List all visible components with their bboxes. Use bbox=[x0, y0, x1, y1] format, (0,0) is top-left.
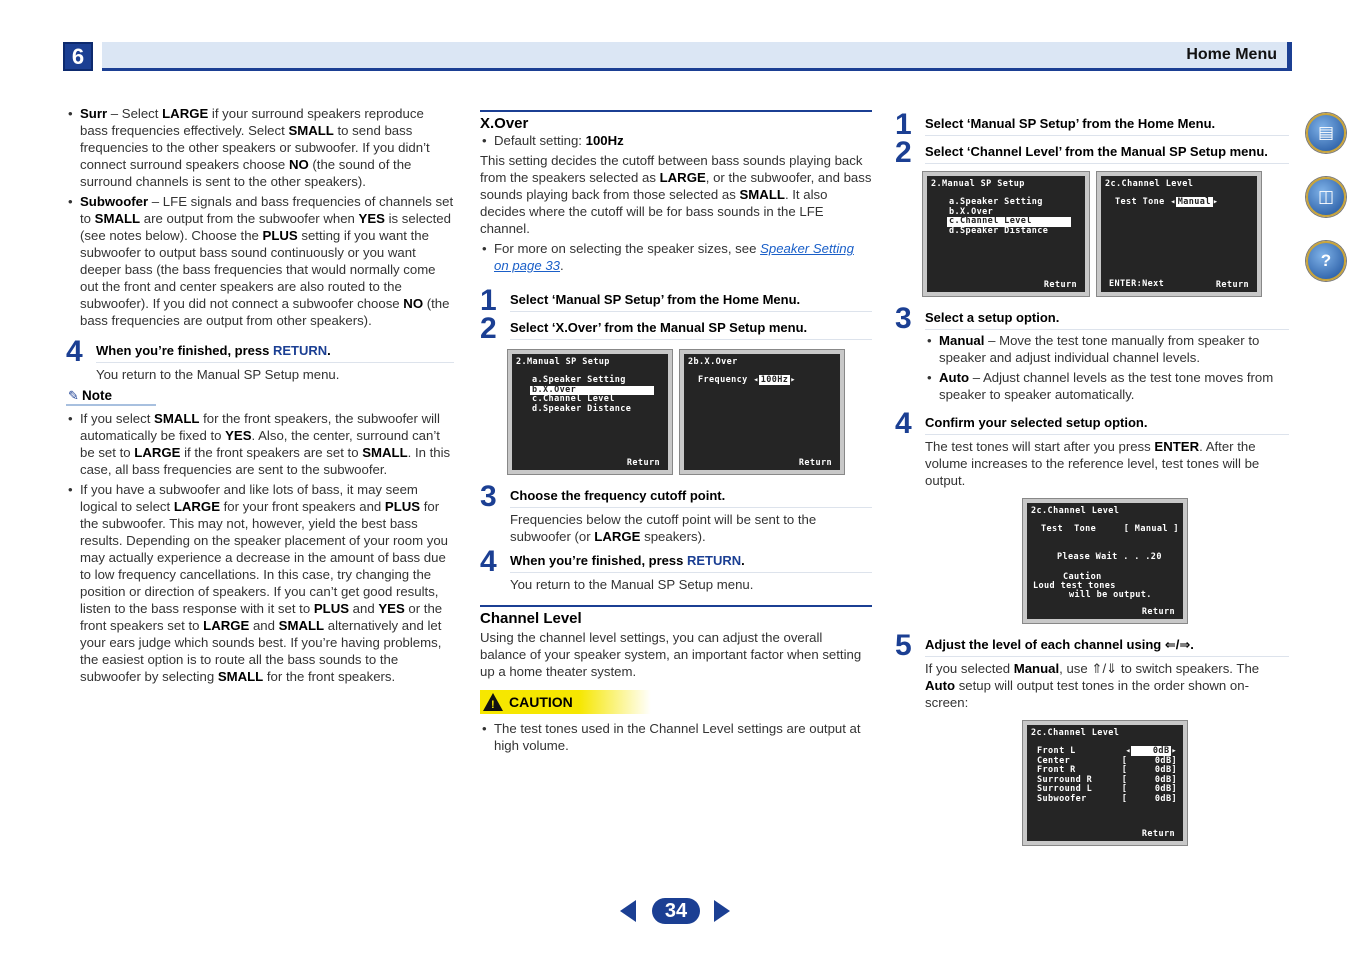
step-body: The test tones will start after you press ENTER. After the volume increases to the reference level, test tones will be output. bbox=[925, 439, 1260, 488]
osd-menu-item-selected: c.Channel Level bbox=[947, 217, 1071, 227]
step-number: 4 bbox=[66, 335, 82, 368]
osd-pair bbox=[480, 350, 872, 474]
osd-level-row: Center [ 0dB] bbox=[1037, 755, 1177, 766]
caution-text: • The test tones used in the Channel Level settings are output at high volume. bbox=[480, 720, 872, 754]
note-item: • If you have a subwoofer and like lots of bass, it may seem logical to select LARGE for your front speakers and PLUS for the subwoofer. This may not, however, yield the best bass results. Depending on the speaker placement of your room you may actually experience a decrease in the amount of bass due to low frequency cancellations. In this case, try changing the position or direction of speakers. If you can’t get good results, listen to the bass response with it set to PLUS and YES or the front speakers set to LARGE and SMALL alternatively and let your ears judge which sounds best. If you’re having problems, the easiest option is to route all the bass sounds to the subwoofer by selecting SMALL for the front speakers. bbox=[66, 481, 454, 685]
next-page-icon[interactable] bbox=[714, 900, 730, 922]
pencil-icon: ✎ bbox=[68, 388, 79, 403]
step-title: Select ‘X.Over’ from the Manual SP Setup menu. bbox=[510, 316, 872, 340]
step-number: 4 bbox=[895, 407, 911, 440]
column-right bbox=[895, 108, 1289, 855]
step-1 bbox=[895, 108, 1289, 141]
step-number: 3 bbox=[480, 480, 496, 513]
step-3 bbox=[480, 480, 872, 545]
step-title: Select ‘Manual SP Setup’ from the Home Menu. bbox=[925, 112, 1289, 136]
xover-description: This setting decides the cutoff between bass sounds playing back from the speakers selected as LARGE, or the subwoofer, and bass sounds playing back from those selected as SMALL. It also decides where the cutoff will be for bass sounds in the LFE channel. bbox=[480, 153, 872, 236]
osd-level-row: Front L ◂ 0dB ▸ bbox=[1037, 746, 1177, 756]
xover-heading: X.Over bbox=[480, 110, 872, 132]
subwoofer-item: • Subwoofer – LFE signals and bass frequencies of channels set to SMALL are output from the subwoofer when YES is selected (see notes below). Choose the PLUS setting if you want the subwoofer to output bass sound continuously or you want deeper bass (the bass frequencies that would normally come out the front and center speakers are also routed to the subwoofer). If you did not connect a subwoofer choose NO (the bass frequencies are output from other speakers). bbox=[66, 193, 454, 329]
step-1 bbox=[480, 284, 872, 317]
speaker-setting-link[interactable]: Speaker Setting on page 33 bbox=[494, 241, 854, 273]
step-3 bbox=[895, 302, 1289, 403]
column-left bbox=[66, 105, 454, 685]
step-number: 3 bbox=[895, 302, 911, 335]
step-number: 4 bbox=[480, 545, 496, 578]
previous-page-icon[interactable] bbox=[620, 900, 636, 922]
option-manual: • Manual – Move the test tone manually from speaker to speaker and adjust individual channel levels. bbox=[925, 332, 1289, 366]
step-5 bbox=[895, 629, 1289, 711]
column-middle bbox=[480, 110, 872, 754]
step-title: Confirm your selected setup option. bbox=[925, 411, 1289, 435]
xover-default: • Default setting: 100Hz bbox=[480, 132, 872, 149]
step-number: 5 bbox=[895, 629, 911, 662]
step-number: 1 bbox=[480, 284, 496, 317]
step-title: Select ‘Manual SP Setup’ from the Home Menu. bbox=[510, 288, 872, 312]
osd-manual-sp-setup: 2.Manual SP Setup a.Speaker Setting b.X.Over c.Channel Level d.Speaker Distance Return bbox=[923, 172, 1089, 296]
step-body: Frequencies below the cutoff point will be sent to the subwoofer (or LARGE speakers). bbox=[510, 512, 817, 544]
step-number: 2 bbox=[480, 312, 496, 345]
step-title: Choose the frequency cutoff point. bbox=[510, 484, 872, 508]
osd-test-tone-wait: 2c.Channel Level Test Tone [ Manual ] Please Wait . . .20 Caution Loud test tones will be output. Return bbox=[1023, 499, 1187, 623]
osd-return: Return bbox=[626, 457, 660, 468]
chapter-number: 6 bbox=[63, 42, 93, 71]
osd-level-row: Surround R [ 0dB] bbox=[1037, 774, 1177, 785]
step-body: If you selected Manual, use ⇑/⇓ to switch speakers. The Auto setup will output test tones in the order shown on-screen: bbox=[925, 661, 1260, 710]
osd-pair bbox=[895, 172, 1289, 296]
osd-value: 100Hz bbox=[760, 375, 789, 385]
osd-menu-item: c.Channel Level bbox=[532, 394, 615, 404]
osd-return: Return bbox=[1215, 279, 1249, 290]
caution-label: CAUTION bbox=[509, 693, 573, 710]
channel-level-body: Using the channel level settings, you can adjust the overall balance of your speaker system, an important factor when setting up a home theater system. bbox=[480, 630, 862, 679]
osd-return: Return bbox=[1141, 828, 1175, 839]
osd-menu-item-selected: b.X.Over bbox=[530, 386, 654, 396]
option-auto: • Auto – Adjust channel levels as the test tone moves from speaker to speaker automatically. bbox=[925, 369, 1289, 403]
header-title: Home Menu bbox=[1186, 46, 1277, 63]
step-title: When you’re finished, press RETURN. bbox=[510, 549, 872, 573]
osd-level-row: Surround L [ 0dB] bbox=[1037, 784, 1177, 794]
osd-xover: 2b.X.Over Frequency ◂ 100Hz ▸ Return bbox=[680, 350, 844, 474]
step-title: When you’re finished, press RETURN. bbox=[96, 339, 454, 363]
surr-item: • Surr – Select LARGE if your surround speakers reproduce bass frequencies effectively. Select SMALL to send bass frequencies to the other speakers or subwoofer. If you didn’t connect surround speakers choose NO (the sound of the surround channels is sent to the other speakers). bbox=[66, 105, 454, 190]
osd-return: Return bbox=[798, 457, 832, 468]
step-4 bbox=[895, 407, 1289, 489]
osd-level-row: Subwoofer [ 0dB] bbox=[1037, 793, 1177, 804]
book-icon[interactable]: ▤ bbox=[1306, 113, 1346, 153]
osd-manual-sp-setup: 2.Manual SP Setup a.Speaker Setting b.X.Over c.Channel Level d.Speaker Distance Return bbox=[508, 350, 672, 474]
remote-icon[interactable]: ◫ bbox=[1306, 177, 1346, 217]
step-number: 2 bbox=[895, 136, 911, 169]
header-bar bbox=[102, 42, 1292, 71]
osd-menu-item: b.X.Over bbox=[949, 206, 994, 217]
note-heading: ✎ Note bbox=[66, 387, 156, 406]
help-icon[interactable]: ? bbox=[1306, 241, 1346, 281]
step-body: You return to the Manual SP Setup menu. bbox=[96, 367, 340, 382]
page-number: 34 bbox=[652, 898, 700, 924]
channel-level-heading: Channel Level bbox=[480, 605, 872, 627]
step-number: 1 bbox=[895, 108, 911, 141]
osd-level-list bbox=[1037, 747, 1177, 804]
warning-icon: ! bbox=[483, 693, 503, 711]
step-2 bbox=[480, 312, 872, 345]
osd-wrap bbox=[895, 499, 1289, 623]
osd-enter-next: ENTER:Next bbox=[1109, 278, 1165, 289]
step-2 bbox=[895, 136, 1289, 169]
osd-channel-levels: 2c.Channel Level Front L ◂ 0dB ▸ Center [ 0dB] Front R [ 0dB] Surround R [ 0dB] Surround L [ 0dB] Subwoofer [ 0dB] Return bbox=[1023, 721, 1187, 845]
step-title: Select a setup option. bbox=[925, 306, 1289, 330]
step-4-finish bbox=[66, 335, 454, 383]
step-title: Select ‘Channel Level’ from the Manual SP Setup menu. bbox=[925, 140, 1289, 164]
step-4 bbox=[480, 545, 872, 593]
step-title: Adjust the level of each channel using ⇐/⇒. bbox=[925, 633, 1289, 657]
xover-more: • For more on selecting the speaker sizes, see Speaker Setting on page 33. bbox=[480, 240, 872, 274]
osd-channel-level: 2c.Channel Level Test Tone ◂ Manual ▸ ENTER:Next Return bbox=[1097, 172, 1261, 296]
osd-menu-item: d.Speaker Distance bbox=[949, 225, 1049, 236]
osd-level-row: Front R [ 0dB] bbox=[1037, 765, 1177, 775]
osd-menu-item: d.Speaker Distance bbox=[532, 403, 632, 414]
caution-banner bbox=[480, 690, 660, 714]
osd-menu-item: a.Speaker Setting bbox=[949, 197, 1043, 207]
osd-menu-item: a.Speaker Setting bbox=[532, 375, 626, 385]
step-body: You return to the Manual SP Setup menu. bbox=[510, 577, 754, 592]
note-item: • If you select SMALL for the front speakers, the subwoofer will automatically be fixed to YES. Also, the center, surround can’t be set to LARGE if the front speakers are set to SMALL. In this case, all bass frequencies are sent to the subwoofer. bbox=[66, 410, 454, 478]
osd-return: Return bbox=[1043, 279, 1077, 290]
osd-value: Manual bbox=[1177, 197, 1211, 207]
osd-wrap bbox=[895, 721, 1289, 845]
osd-return: Return bbox=[1141, 606, 1175, 617]
